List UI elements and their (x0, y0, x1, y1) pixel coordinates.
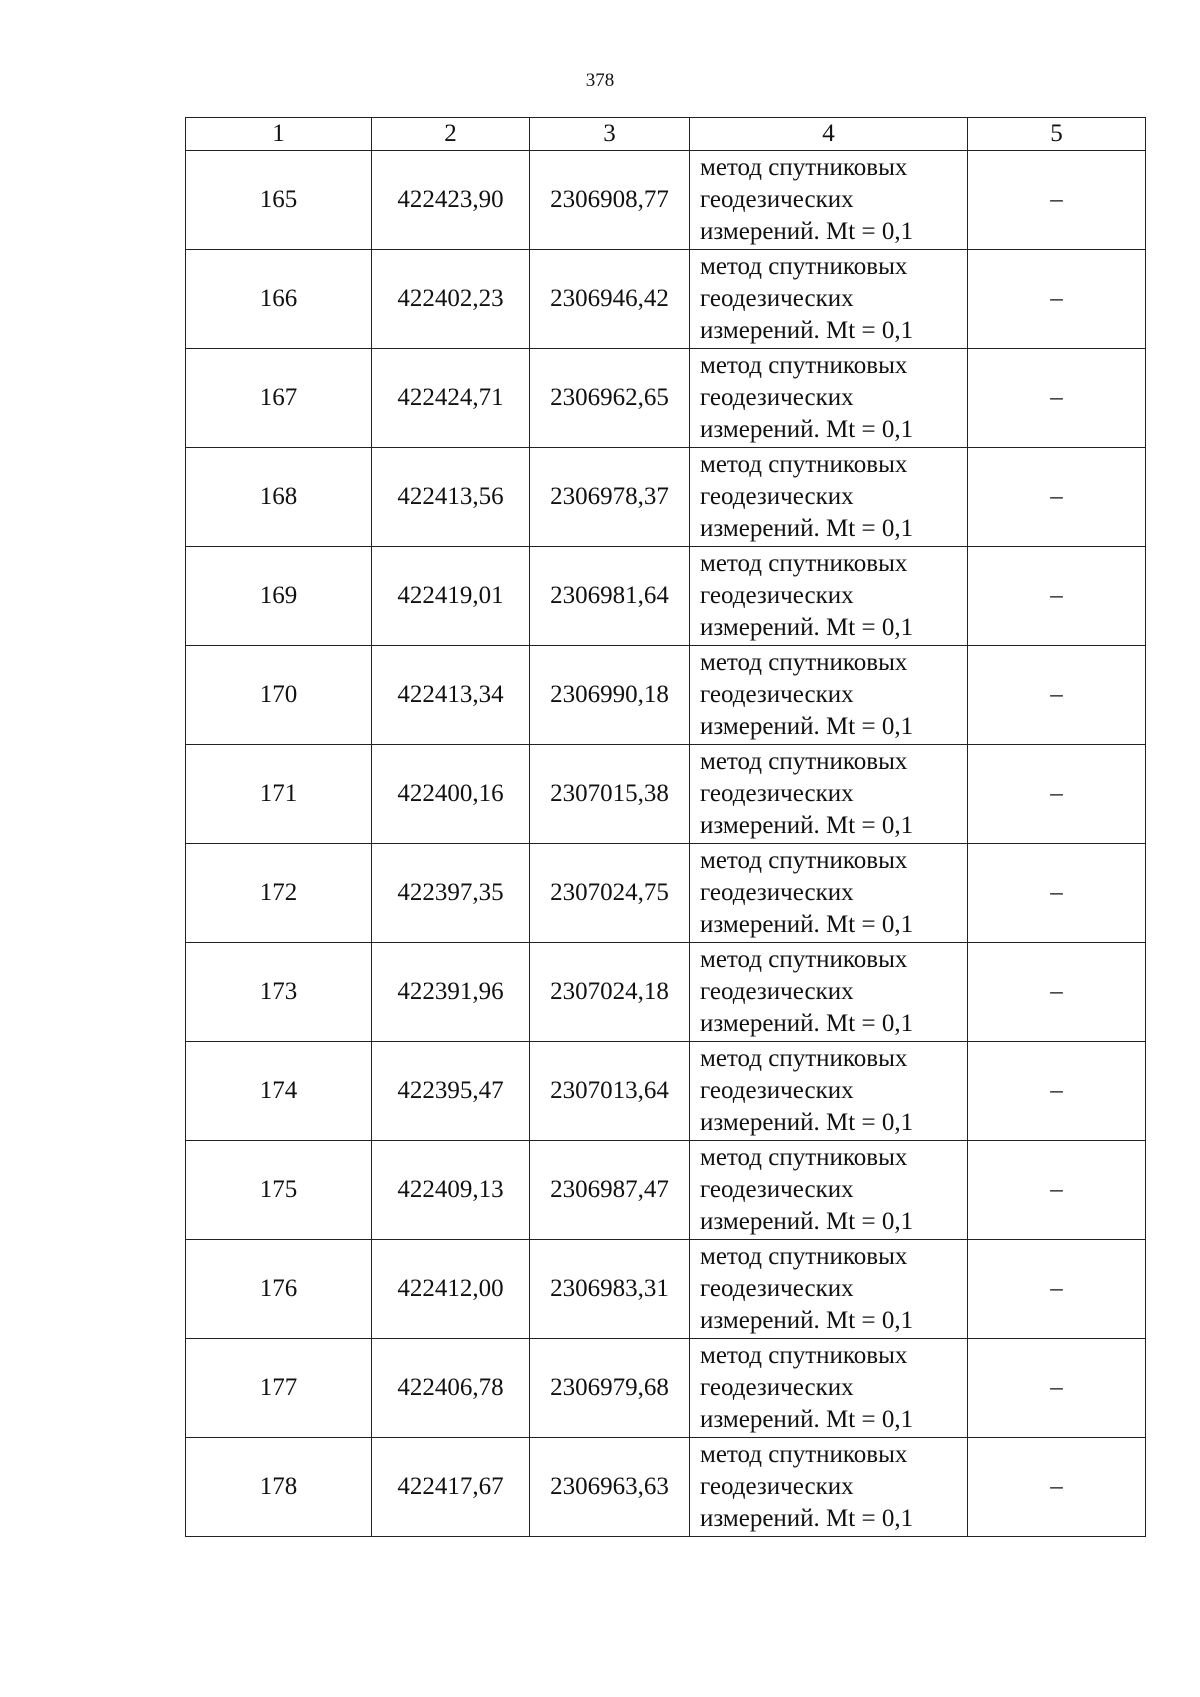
method-line: метод спутниковых (700, 352, 908, 379)
column-header-1: 1 (186, 118, 372, 151)
method-line: измерений. Mt = 0,1 (700, 713, 914, 740)
method-line: метод спутниковых (700, 154, 908, 181)
note-cell: – (968, 1438, 1146, 1537)
note-cell: – (968, 349, 1146, 448)
method-line: метод спутниковых (700, 550, 908, 577)
note-cell: – (968, 1042, 1146, 1141)
method-line: измерений. Mt = 0,1 (700, 812, 914, 839)
note-cell: – (968, 745, 1146, 844)
method-line: геодезических (700, 285, 854, 312)
note-cell: – (968, 943, 1146, 1042)
method-line: геодезических (700, 582, 854, 609)
x-coordinate-cell: 422417,67 (372, 1438, 530, 1537)
method-line: метод спутниковых (700, 1441, 908, 1468)
method-line: метод спутниковых (700, 748, 908, 775)
y-coordinate-cell: 2306963,63 (530, 1438, 690, 1537)
method-cell (690, 1141, 968, 1240)
point-number-cell: 171 (186, 745, 372, 844)
method-line: метод спутниковых (700, 1243, 908, 1270)
note-cell: – (968, 448, 1146, 547)
x-coordinate-cell: 422397,35 (372, 844, 530, 943)
method-cell (690, 151, 968, 250)
table-row (186, 1339, 1146, 1438)
method-cell (690, 646, 968, 745)
x-coordinate-cell: 422424,71 (372, 349, 530, 448)
x-coordinate-cell: 422395,47 (372, 1042, 530, 1141)
table-row (186, 448, 1146, 547)
y-coordinate-cell: 2307015,38 (530, 745, 690, 844)
x-coordinate-cell: 422412,00 (372, 1240, 530, 1339)
y-coordinate-cell: 2306908,77 (530, 151, 690, 250)
y-coordinate-cell: 2307013,64 (530, 1042, 690, 1141)
method-line: измерений. Mt = 0,1 (700, 1010, 914, 1037)
method-line: геодезических (700, 483, 854, 510)
method-line: геодезических (700, 1275, 854, 1302)
method-line: измерений. Mt = 0,1 (700, 416, 914, 443)
column-header-2: 2 (372, 118, 530, 151)
x-coordinate-cell: 422391,96 (372, 943, 530, 1042)
method-line: измерений. Mt = 0,1 (700, 1307, 914, 1334)
method-line: измерений. Mt = 0,1 (700, 515, 914, 542)
y-coordinate-cell: 2306981,64 (530, 547, 690, 646)
method-line: метод спутниковых (700, 946, 908, 973)
method-cell (690, 1339, 968, 1438)
note-cell: – (968, 547, 1146, 646)
table-row (186, 547, 1146, 646)
y-coordinate-cell: 2307024,18 (530, 943, 690, 1042)
method-line: геодезических (700, 879, 854, 906)
column-header-4: 4 (690, 118, 968, 151)
point-number-cell: 175 (186, 1141, 372, 1240)
point-number-cell: 176 (186, 1240, 372, 1339)
note-cell: – (968, 646, 1146, 745)
method-line: измерений. Mt = 0,1 (700, 1109, 914, 1136)
table-row (186, 151, 1146, 250)
table-row (186, 646, 1146, 745)
table-row (186, 349, 1146, 448)
point-number-cell: 177 (186, 1339, 372, 1438)
method-cell (690, 547, 968, 646)
method-line: геодезических (700, 681, 854, 708)
method-line: измерений. Mt = 0,1 (700, 614, 914, 641)
table-row (186, 745, 1146, 844)
x-coordinate-cell: 422409,13 (372, 1141, 530, 1240)
method-cell (690, 844, 968, 943)
method-line: метод спутниковых (700, 1045, 908, 1072)
method-line: метод спутниковых (700, 1144, 908, 1171)
page-number: 378 (585, 70, 615, 91)
method-cell (690, 448, 968, 547)
y-coordinate-cell: 2306979,68 (530, 1339, 690, 1438)
method-cell (690, 1240, 968, 1339)
point-number-cell: 169 (186, 547, 372, 646)
method-line: измерений. Mt = 0,1 (700, 317, 914, 344)
method-line: измерений. Mt = 0,1 (700, 1208, 914, 1235)
x-coordinate-cell: 422413,34 (372, 646, 530, 745)
note-cell: – (968, 1141, 1146, 1240)
point-number-cell: 167 (186, 349, 372, 448)
method-line: измерений. Mt = 0,1 (700, 1406, 914, 1433)
x-coordinate-cell: 422406,78 (372, 1339, 530, 1438)
method-line: геодезических (700, 1473, 854, 1500)
x-coordinate-cell: 422423,90 (372, 151, 530, 250)
method-line: метод спутниковых (700, 451, 908, 478)
x-coordinate-cell: 422400,16 (372, 745, 530, 844)
method-line: геодезических (700, 186, 854, 213)
note-cell: – (968, 250, 1146, 349)
y-coordinate-cell: 2306983,31 (530, 1240, 690, 1339)
method-line: метод спутниковых (700, 253, 908, 280)
point-number-cell: 166 (186, 250, 372, 349)
y-coordinate-cell: 2306990,18 (530, 646, 690, 745)
point-number-cell: 172 (186, 844, 372, 943)
x-coordinate-cell: 422419,01 (372, 547, 530, 646)
point-number-cell: 178 (186, 1438, 372, 1537)
table-header (186, 118, 1146, 151)
note-cell: – (968, 151, 1146, 250)
column-header-5: 5 (968, 118, 1146, 151)
x-coordinate-cell: 422402,23 (372, 250, 530, 349)
method-line: геодезических (700, 780, 854, 807)
y-coordinate-cell: 2306987,47 (530, 1141, 690, 1240)
method-cell (690, 745, 968, 844)
method-line: метод спутниковых (700, 649, 908, 676)
point-number-cell: 174 (186, 1042, 372, 1141)
header-row (186, 118, 1146, 151)
y-coordinate-cell: 2306946,42 (530, 250, 690, 349)
table-row (186, 1240, 1146, 1339)
note-cell: – (968, 844, 1146, 943)
method-line: метод спутниковых (700, 1342, 908, 1369)
table-row (186, 1438, 1146, 1537)
method-cell (690, 250, 968, 349)
method-line: измерений. Mt = 0,1 (700, 1505, 914, 1532)
method-line: геодезических (700, 384, 854, 411)
table-body (186, 151, 1146, 1537)
note-cell: – (968, 1339, 1146, 1438)
method-cell (690, 1042, 968, 1141)
point-number-cell: 170 (186, 646, 372, 745)
y-coordinate-cell: 2306962,65 (530, 349, 690, 448)
point-number-cell: 173 (186, 943, 372, 1042)
point-number-cell: 168 (186, 448, 372, 547)
method-cell (690, 943, 968, 1042)
y-coordinate-cell: 2307024,75 (530, 844, 690, 943)
table-row (186, 1141, 1146, 1240)
method-line: геодезических (700, 1077, 854, 1104)
coordinates-table (185, 117, 1146, 1537)
method-line: измерений. Mt = 0,1 (700, 218, 914, 245)
method-line: метод спутниковых (700, 847, 908, 874)
note-cell: – (968, 1240, 1146, 1339)
table-row (186, 943, 1146, 1042)
point-number-cell: 165 (186, 151, 372, 250)
method-cell (690, 349, 968, 448)
table-row (186, 1042, 1146, 1141)
table-row (186, 250, 1146, 349)
x-coordinate-cell: 422413,56 (372, 448, 530, 547)
method-line: геодезических (700, 978, 854, 1005)
table-row (186, 844, 1146, 943)
method-line: измерений. Mt = 0,1 (700, 911, 914, 938)
method-line: геодезических (700, 1176, 854, 1203)
y-coordinate-cell: 2306978,37 (530, 448, 690, 547)
method-cell (690, 1438, 968, 1537)
column-header-3: 3 (530, 118, 690, 151)
method-line: геодезических (700, 1374, 854, 1401)
